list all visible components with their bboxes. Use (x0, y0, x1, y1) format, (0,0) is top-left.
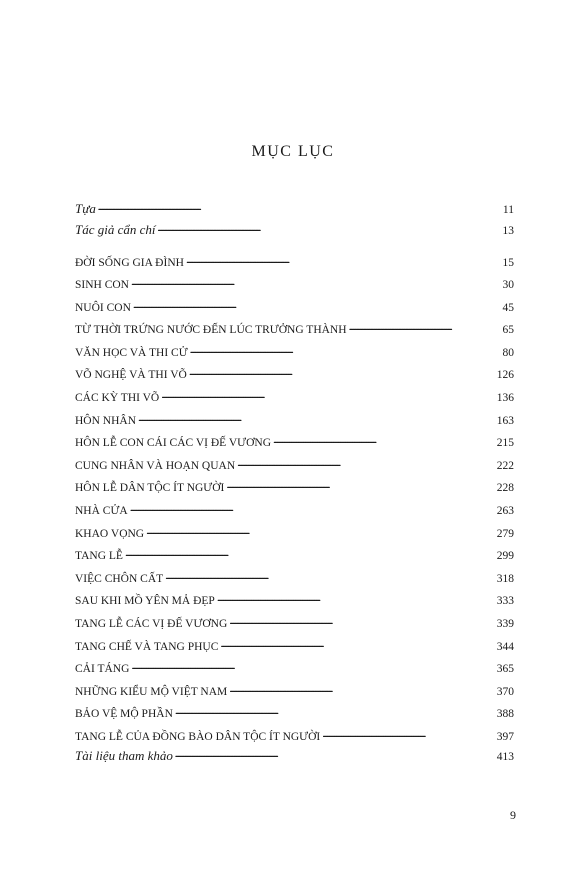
toc-entry-label: Tài liệu tham khảo (75, 748, 173, 763)
toc-entry-label: NHỮNG KIỂU MỘ VIỆT NAM (75, 685, 228, 698)
dot-leader (123, 548, 495, 560)
toc-entry[interactable] (75, 548, 514, 571)
toc-entry[interactable] (75, 593, 514, 616)
toc-entry[interactable] (75, 616, 514, 639)
toc-front-matter (75, 200, 514, 242)
toc-entry-page: 15 (502, 256, 514, 269)
dot-leader (347, 322, 501, 334)
toc-entry[interactable] (75, 344, 514, 367)
toc-entry[interactable] (75, 299, 514, 322)
toc-entry-page: 163 (496, 414, 514, 427)
dot-leader (131, 299, 501, 311)
toc-entry-page: 299 (496, 550, 514, 563)
toc-entry-page: 279 (496, 527, 514, 540)
dot-leader (224, 480, 494, 492)
toc-entry[interactable] (75, 525, 514, 548)
dot-leader (218, 638, 494, 650)
toc-entry[interactable] (75, 322, 514, 345)
dot-leader (144, 525, 495, 537)
toc-entry[interactable] (75, 683, 514, 706)
toc-entry[interactable] (75, 570, 514, 593)
toc-entry-page: 388 (496, 708, 514, 721)
toc-entry-page: 80 (502, 346, 514, 359)
toc-entry-label: CÁC KỲ THI VÕ (75, 392, 160, 405)
toc-entry-label: TANG LỄ (75, 550, 123, 563)
toc-entry-page: 333 (496, 595, 514, 608)
toc-entry-page: 228 (496, 482, 514, 495)
toc-entry-label: VIỆC CHÔN CẤT (75, 572, 164, 585)
toc-entry-label: Tác giả cẩn chí (75, 222, 156, 237)
toc-entry[interactable] (75, 661, 514, 684)
toc-entry[interactable] (75, 254, 514, 277)
dot-leader (136, 412, 495, 424)
toc-entry-label: HÔN LỄ DÂN TỘC ÍT NGƯỜI (75, 482, 225, 495)
toc-entry[interactable] (75, 480, 514, 503)
toc-entry-page: 263 (496, 505, 514, 518)
dot-leader (129, 277, 501, 289)
toc-entry[interactable] (75, 200, 514, 221)
toc-entry-page: 318 (496, 572, 514, 585)
dot-leader (271, 435, 495, 447)
dot-leader (227, 616, 494, 628)
toc-entry-page: 65 (502, 324, 514, 337)
toc-entry-page: 339 (496, 618, 514, 630)
toc-entry[interactable] (75, 221, 514, 242)
dot-leader (184, 254, 501, 266)
dot-leader (156, 221, 501, 234)
toc-entry-label: VĂN HỌC VÀ THI CỬ (75, 346, 188, 359)
toc-entry-label: TANG CHẾ VÀ TANG PHỤC (75, 640, 219, 653)
toc-entry-page: 126 (496, 369, 514, 382)
toc-entry[interactable] (75, 367, 514, 390)
toc-entry-label: ĐỜI SỐNG GIA ĐÌNH (75, 256, 184, 269)
toc-entry-label: VÕ NGHỆ VÀ THI VÕ (75, 369, 187, 382)
toc-entry[interactable] (75, 277, 514, 300)
toc-entry[interactable] (75, 412, 514, 435)
toc-entry-page: 365 (496, 663, 514, 676)
toc-back-matter (75, 747, 514, 768)
dot-leader (320, 728, 495, 740)
dot-leader (96, 200, 501, 213)
dot-leader (215, 593, 495, 605)
page-title: MỤC LỤC (251, 143, 335, 160)
toc-entry-label: NHÀ CỬA (75, 505, 128, 518)
toc-entry-label: CUNG NHÂN VÀ HOẠN QUAN (75, 459, 236, 472)
dot-leader (188, 344, 501, 356)
toc-entry-label: CẢI TÁNG (75, 663, 130, 676)
toc-entry[interactable] (75, 638, 514, 661)
toc-entry[interactable] (75, 390, 514, 413)
toc-entry-label: SINH CON (75, 279, 129, 292)
toc-entry-page: 397 (496, 730, 514, 743)
toc-entry-page: 136 (496, 392, 514, 405)
toc-entry-label: Tựa (75, 201, 96, 216)
toc-entry-page: 11 (502, 204, 514, 216)
toc-entry-label: TỪ THỜI TRỨNG NƯỚC ĐẾN LÚC TRƯỞNG THÀNH (75, 324, 347, 337)
toc-entry-label: KHAO VỌNG (75, 527, 145, 540)
toc-entry-label: HÔN NHÂN (75, 414, 137, 427)
toc-entry-page: 45 (502, 301, 514, 314)
page-number: 9 (510, 808, 516, 822)
toc-entry[interactable] (75, 706, 514, 729)
dot-leader (173, 706, 495, 718)
dot-leader (187, 367, 495, 379)
dot-leader (128, 503, 495, 515)
toc-entry[interactable] (75, 747, 514, 768)
toc-entry-page: 344 (496, 640, 514, 653)
toc-entry[interactable] (75, 457, 514, 480)
toc-entry-page: 13 (502, 225, 514, 237)
dot-leader (227, 683, 495, 695)
toc-entry-label: HÔN LỄ CON CÁI CÁC VỊ ĐẾ VƯƠNG (75, 437, 272, 450)
toc-entry-label: NUÔI CON (75, 301, 131, 314)
dot-leader (173, 747, 495, 760)
toc-entry-label: SAU KHI MỒ YÊN MẢ ĐẸP (75, 595, 215, 608)
toc-entry-label: TANG LỄ CỦA ĐỒNG BÀO DÂN TỘC ÍT NGƯỜI (75, 730, 321, 743)
toc-entry-page: 370 (496, 685, 514, 698)
toc-entry-page: 30 (502, 279, 514, 292)
dot-leader (163, 570, 495, 582)
dot-leader (129, 661, 494, 673)
toc-entry-page: 413 (496, 751, 514, 763)
toc-entry-label: BẢO VỆ MỘ PHẦN (75, 708, 173, 721)
toc-entry-label: TANG LỄ CÁC VỊ ĐẾ VƯƠNG (75, 618, 228, 630)
dot-leader (159, 390, 495, 402)
dot-leader (235, 457, 495, 469)
toc-entry[interactable] (75, 503, 514, 526)
toc-entry[interactable] (75, 435, 514, 458)
toc-entry-page: 215 (496, 437, 514, 450)
toc-chapters (75, 254, 514, 751)
toc-entry-page: 222 (496, 459, 514, 472)
